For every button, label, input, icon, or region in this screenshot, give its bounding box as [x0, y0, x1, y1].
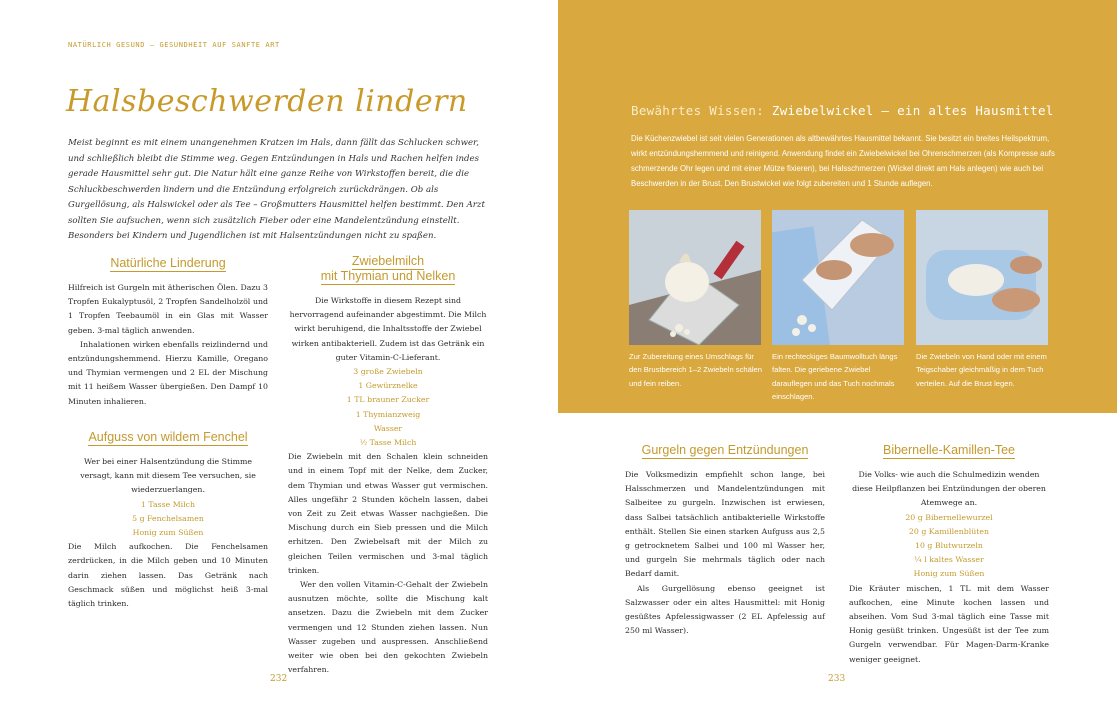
ingredient: 10 g Blutwurzeln — [915, 541, 983, 551]
ingredient: 3 große Zwiebeln — [353, 367, 423, 377]
section-heading: Natürliche Linderung — [110, 256, 226, 270]
ingredient: 1 Gewürznelke — [358, 381, 418, 391]
ingredient-list — [68, 498, 268, 541]
ingredient-list — [288, 365, 488, 450]
ingredient: Honig zum Süßen — [913, 569, 985, 579]
paragraph: Als Gurgellösung ebenso geeignet ist Salzwasser oder ein altes Hausmittel: mit Honig gesüßtes Apfelessigwasser (2 EL Apfelessig auf 250 ml Wasser). — [625, 583, 825, 636]
left-page — [0, 0, 558, 720]
ingredient: Honig zum Süßen — [132, 528, 204, 538]
ingredient: 5 g Fenchelsamen — [132, 513, 204, 523]
info-box-heading: Bewährtes Wissen: Zwiebelwickel – ein altes Hausmittel — [631, 103, 1054, 118]
recipe-intro: Wer bei einer Halsentzündung die Stimme versagt, kann mit diesem Tee versuchen, sie wiederzuerlangen. — [80, 457, 256, 495]
recipe-intro: Die Wirkstoffe in diesem Rezept sind hervorragend aufeinander abgestimmt. Die Milch wirkt beruhigend, die Inhaltsstoffe der Zwiebel wirken antibakteriell. Zudem ist das Getränk ein guter Vitamin-C-Lieferant. — [289, 296, 487, 362]
page-number: 233 — [828, 674, 846, 684]
photo-caption: Die Zwiebeln von Hand oder mit einem Teigschaber gleichmäßig in dem Tuch verteilen. Auf die Brust legen. — [916, 352, 1047, 388]
paragraph: Wer den vollen Vitamin-C-Gehalt der Zwiebeln ausnutzen möchte, sollte die Mischung kalt ansetzen. Dazu die Zwiebeln mit dem Zucker vermengen und 12 Stunden ziehen lassen. Nun Wasser zugeben und auspressen. Anschließend weiter wie oben bei den gekochten Zwiebeln verfahren. — [288, 580, 488, 675]
right-page — [558, 0, 1117, 720]
ingredient-list — [849, 511, 1049, 582]
section-heading: Gurgeln gegen Entzündungen — [641, 443, 809, 457]
paragraph: Inhalationen wirken ebenfalls reizlindernd und entzündungshemmend. Hierzu Kamille, Oregano und Thymian vermengen und 2 EL der Mischung mit 11 heißem Wasser übergießen. Den Dampf 10 Minuten inhalieren. — [68, 339, 268, 406]
photo-caption: Ein rechteckiges Baumwolltuch längs falten. Die geriebene Zwiebel darauflegen und das Tuch nochmals einschlagen. — [772, 352, 898, 402]
ingredient: 1 Thymianzweig — [355, 409, 421, 419]
paragraph: Die Kräuter mischen, 1 TL mit dem Wasser aufkochen, eine Minute kochen lassen und abseihen. Vom Sud 3-mal täglich eine Tasse mit Honig gesüßt trinken. Ungesüßt ist der Tee zum Gurgeln verwendbar. Für Magen-Darm-Kranke weniger geeignet. — [849, 583, 1049, 664]
ingredient: 20 g Bibernellewurzel — [905, 512, 993, 522]
section-natural-relief — [68, 256, 268, 409]
running-head: NATÜRLICH GESUND – GESUNDHEIT AUF SANFTE ART — [68, 41, 280, 49]
ingredient: ¼ l kaltes Wasser — [914, 555, 984, 565]
info-box — [558, 0, 1117, 413]
paragraph: Die Volksmedizin empfiehlt schon lange, bei Halsschmerzen und Mandelentzündungen mit Salbeitee zu gurgeln. Inzwischen ist erwiesen, dass Salbei tatsächlich antibakterielle Wirkstoffe enthält. Stellen Sie einen starken Aufguss aus 2,5 g getrocknetem Salbei und 100 ml Wasser her, und gurgeln Sie mehrmals täglich oder nach Bedarf damit. — [625, 470, 825, 579]
cloth-rolling-photo — [916, 210, 1048, 345]
intro-paragraph: Meist beginnt es mit einem unangenehmen Kratzen im Hals, dann fällt das Schlucken schwer, und schließlich bleibt die Stimme weg. Gegen Entzündungen in Hals und Rachen helfen indes gerade Hausmittel sehr gut. Die Natur hält eine ganze Reihe von Wirkstoffen bereit, die die Schluckbeschwerden lindern und die Entzündung erfolgreich zurückdrängen. Ob als Gurgellösung, als Halswickel oder als Tee – Großmutters Hausmittel helfen bestimmt. Den Arzt sollten Sie aufsuchen, wenn sich zusätzlich Fieber oder eine Mandelentzündung einstellt. Besonders bei Kindern und Jugendlichen ist mit Halsentzündungen nicht zu spaßen. — [68, 138, 485, 241]
cloth-folding-photo — [772, 210, 904, 345]
info-box-text: Die Küchenzwiebel ist seit vielen Generationen als altbewährtes Hausmittel bekannt. Sie besitzt ein breites Heilspektrum, wirkt entzündungshemmend und reinigend. Anwendung findet ein Zwiebelwickel bei Ohrenschmerzen (als Kompresse aufs schmerzende Ohr legen und mit einer Mütze fixieren), bei Halsschmerzen (Wickel direkt am Hals anlegen) wie auch bei Beschwerden in der Brust. Den Brustwickel wie folgt zubereiten und 1 Stunde auflegen. — [631, 134, 1055, 188]
paragraph: Hilfreich ist Gurgeln mit ätherischen Ölen. Dazu 3 Tropfen Eukalyptusöl, 2 Tropfen Sandelholzöl und 1 Tropfen Teebaumöl in ein Glas mit Wasser geben. 3-mal täglich anwenden. — [68, 283, 268, 335]
section-heading: Zwiebelmilch mit Thymian und Nelken — [320, 254, 456, 283]
ingredient: Wasser — [373, 423, 403, 433]
ingredient: 20 g Kamillenblüten — [908, 526, 990, 536]
photo-caption: Zur Zubereitung eines Umschlags für den Brustbereich 1–2 Zwiebeln schälen und fein reiben. — [629, 352, 762, 388]
section-onion-milk — [288, 254, 488, 677]
section-heading: Aufguss von wildem Fenchel — [88, 430, 248, 444]
section-gargling — [625, 443, 825, 638]
ingredient: 1 Tasse Milch — [140, 499, 196, 509]
section-fennel-infusion — [68, 430, 268, 611]
recipe-intro: Die Volks- wie auch die Schulmedizin wenden diese Heilpflanzen bei Entzündungen der oberen Atemwege an. — [852, 470, 1046, 508]
onion-grating-photo — [629, 210, 761, 345]
paragraph: Die Milch aufkochen. Die Fenchelsamen zerdrücken, in die Milch geben und 10 Minuten darin ziehen lassen. Das Getränk nach Geschmack süßen und möglichst heiß 3-mal täglich trinken. — [68, 542, 268, 609]
page-title: Halsbeschwerden lindern — [66, 84, 468, 119]
ingredient: ½ Tasse Milch — [359, 438, 417, 448]
section-pimpinella-chamomile-tea — [849, 443, 1049, 667]
page-number: 232 — [270, 674, 288, 684]
section-heading: Bibernelle-Kamillen-Tee — [882, 443, 1015, 457]
ingredient: 1 TL brauner Zucker — [346, 395, 430, 405]
paragraph: Die Zwiebeln mit den Schalen klein schneiden und in einem Topf mit der Nelke, dem Zucker, dem Thymian und etwas Wasser gut vermischen. Alles ungefähr 2 Stunden köcheln lassen, dabei von Zeit zu Zeit etwas Wasser nachgießen. Die Mischung durch ein Sieb pressen und die Milch erhitzen. Den Zwiebelsaft mit der Milch zu gleichen Teilen vermischen und 3-mal täglich trinken. — [288, 452, 488, 575]
